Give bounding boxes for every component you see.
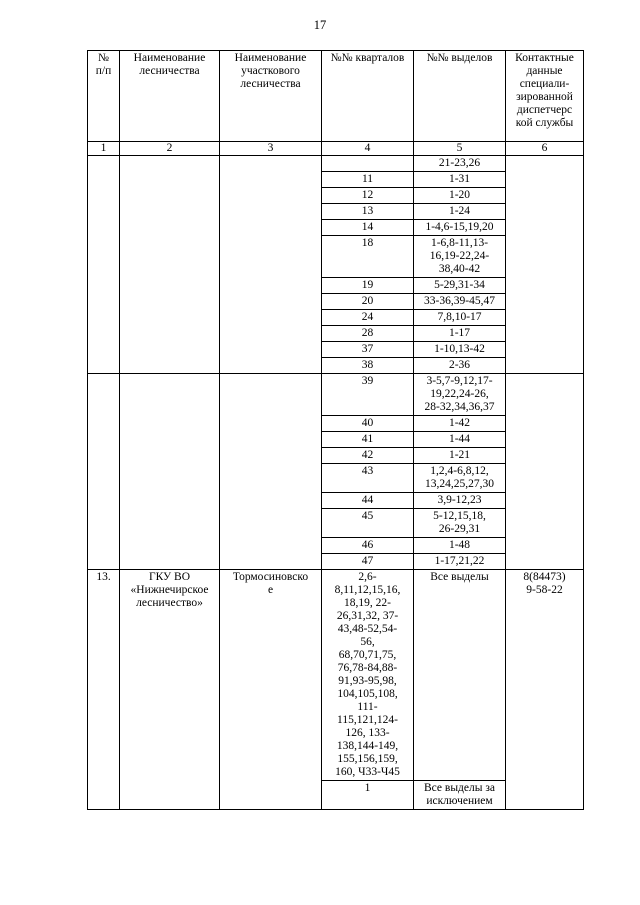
entry13-sub-allotments: Все выделы за исключением — [414, 781, 506, 810]
col-number: 1 — [88, 142, 120, 156]
allotment-cell: 1-44 — [414, 432, 506, 448]
col-number: 3 — [220, 142, 322, 156]
entry13-allotments: Все выделы — [414, 570, 506, 781]
table-row — [88, 570, 584, 781]
quarter-cell: 37 — [322, 342, 414, 358]
quarter-cell: 38 — [322, 358, 414, 374]
quarter-cell: 19 — [322, 278, 414, 294]
allotment-cell: 1-17,21,22 — [414, 554, 506, 570]
entry13-sub-quarter: 1 — [322, 781, 414, 810]
quarter-cell: 11 — [322, 172, 414, 188]
entry13-num: 13. — [88, 570, 120, 810]
col-number: 2 — [120, 142, 220, 156]
allotment-cell: 33-36,39-45,47 — [414, 294, 506, 310]
contacts-cell — [506, 374, 584, 570]
allotment-cell: 1,2,4-6,8,12, 13,24,25,27,30 — [414, 464, 506, 493]
column-number-row — [88, 142, 584, 156]
header-district: Наименование участкового лесничества — [220, 51, 322, 142]
allotment-cell: 1-42 — [414, 416, 506, 432]
page-number: 17 — [313, 18, 327, 32]
allotment-cell: 1-4,6-15,19,20 — [414, 220, 506, 236]
quarter-cell: 20 — [322, 294, 414, 310]
quarter-cell: 14 — [322, 220, 414, 236]
quarter-cell: 18 — [322, 236, 414, 278]
quarter-cell: 39 — [322, 374, 414, 416]
allotment-cell: 5-29,31-34 — [414, 278, 506, 294]
allotment-cell: 1-21 — [414, 448, 506, 464]
allotment-cell: 1-17 — [414, 326, 506, 342]
quarter-cell: 44 — [322, 493, 414, 509]
allotment-cell: 2-36 — [414, 358, 506, 374]
num-cell — [88, 156, 120, 374]
quarter-cell: 13 — [322, 204, 414, 220]
allotment-cell: 3,9-12,23 — [414, 493, 506, 509]
num-cell — [88, 374, 120, 570]
district-cell — [220, 156, 322, 374]
allotment-cell: 1-20 — [414, 188, 506, 204]
allotment-cell: 3-5,7-9,12,17- 19,22,24-26, 28-32,34,36,37 — [414, 374, 506, 416]
quarter-cell — [322, 156, 414, 172]
district-cell — [220, 374, 322, 570]
forestry-cell — [120, 374, 220, 570]
quarter-cell: 47 — [322, 554, 414, 570]
quarter-cell: 46 — [322, 538, 414, 554]
quarter-cell: 42 — [322, 448, 414, 464]
header-contacts: Контактные данные специали-зированной диспетчерс кой службы — [506, 51, 584, 142]
table-row — [88, 156, 584, 172]
header-num: № п/п — [88, 51, 120, 142]
quarter-cell: 41 — [322, 432, 414, 448]
table-body — [88, 156, 584, 810]
quarter-cell: 28 — [322, 326, 414, 342]
contacts-cell — [506, 156, 584, 374]
col-number: 5 — [414, 142, 506, 156]
allotment-cell: 1-10,13-42 — [414, 342, 506, 358]
col-number: 6 — [506, 142, 584, 156]
header-allotments: №№ выделов — [414, 51, 506, 142]
header-row — [88, 51, 584, 142]
quarter-cell: 43 — [322, 464, 414, 493]
allotment-cell: 1-31 — [414, 172, 506, 188]
entry13-quarters: 2,6- 8,11,12,15,16, 18,19, 22- 26,31,32, 37- 43,48-52,54- 56, 68,70,71,75, 76,78-84,88- 91,93-95,98, 104,105,108, 111- 115,121,124- 126, 133- 138,144-149, 155,156,159, 160, Ч33-Ч45 — [322, 570, 414, 781]
forestry-table — [87, 50, 584, 810]
allotment-cell: 1-24 — [414, 204, 506, 220]
allotment-cell: 21-23,26 — [414, 156, 506, 172]
allotment-cell: 7,8,10-17 — [414, 310, 506, 326]
quarter-cell: 45 — [322, 509, 414, 538]
quarter-cell: 12 — [322, 188, 414, 204]
quarter-cell: 24 — [322, 310, 414, 326]
header-quarters: №№ кварталов — [322, 51, 414, 142]
allotment-cell: 5-12,15,18, 26-29,31 — [414, 509, 506, 538]
allotment-cell: 1-6,8-11,13- 16,19-22,24- 38,40-42 — [414, 236, 506, 278]
forestry-cell — [120, 156, 220, 374]
table-row — [88, 374, 584, 416]
entry13-forestry: ГКУ ВО «Нижнечирское лесничество» — [120, 570, 220, 810]
header-forestry: Наименование лесничества — [120, 51, 220, 142]
allotment-cell: 1-48 — [414, 538, 506, 554]
col-number: 4 — [322, 142, 414, 156]
entry13-district: Тормосиновско е — [220, 570, 322, 810]
entry13-contacts: 8(84473) 9-58-22 — [506, 570, 584, 810]
quarter-cell: 40 — [322, 416, 414, 432]
